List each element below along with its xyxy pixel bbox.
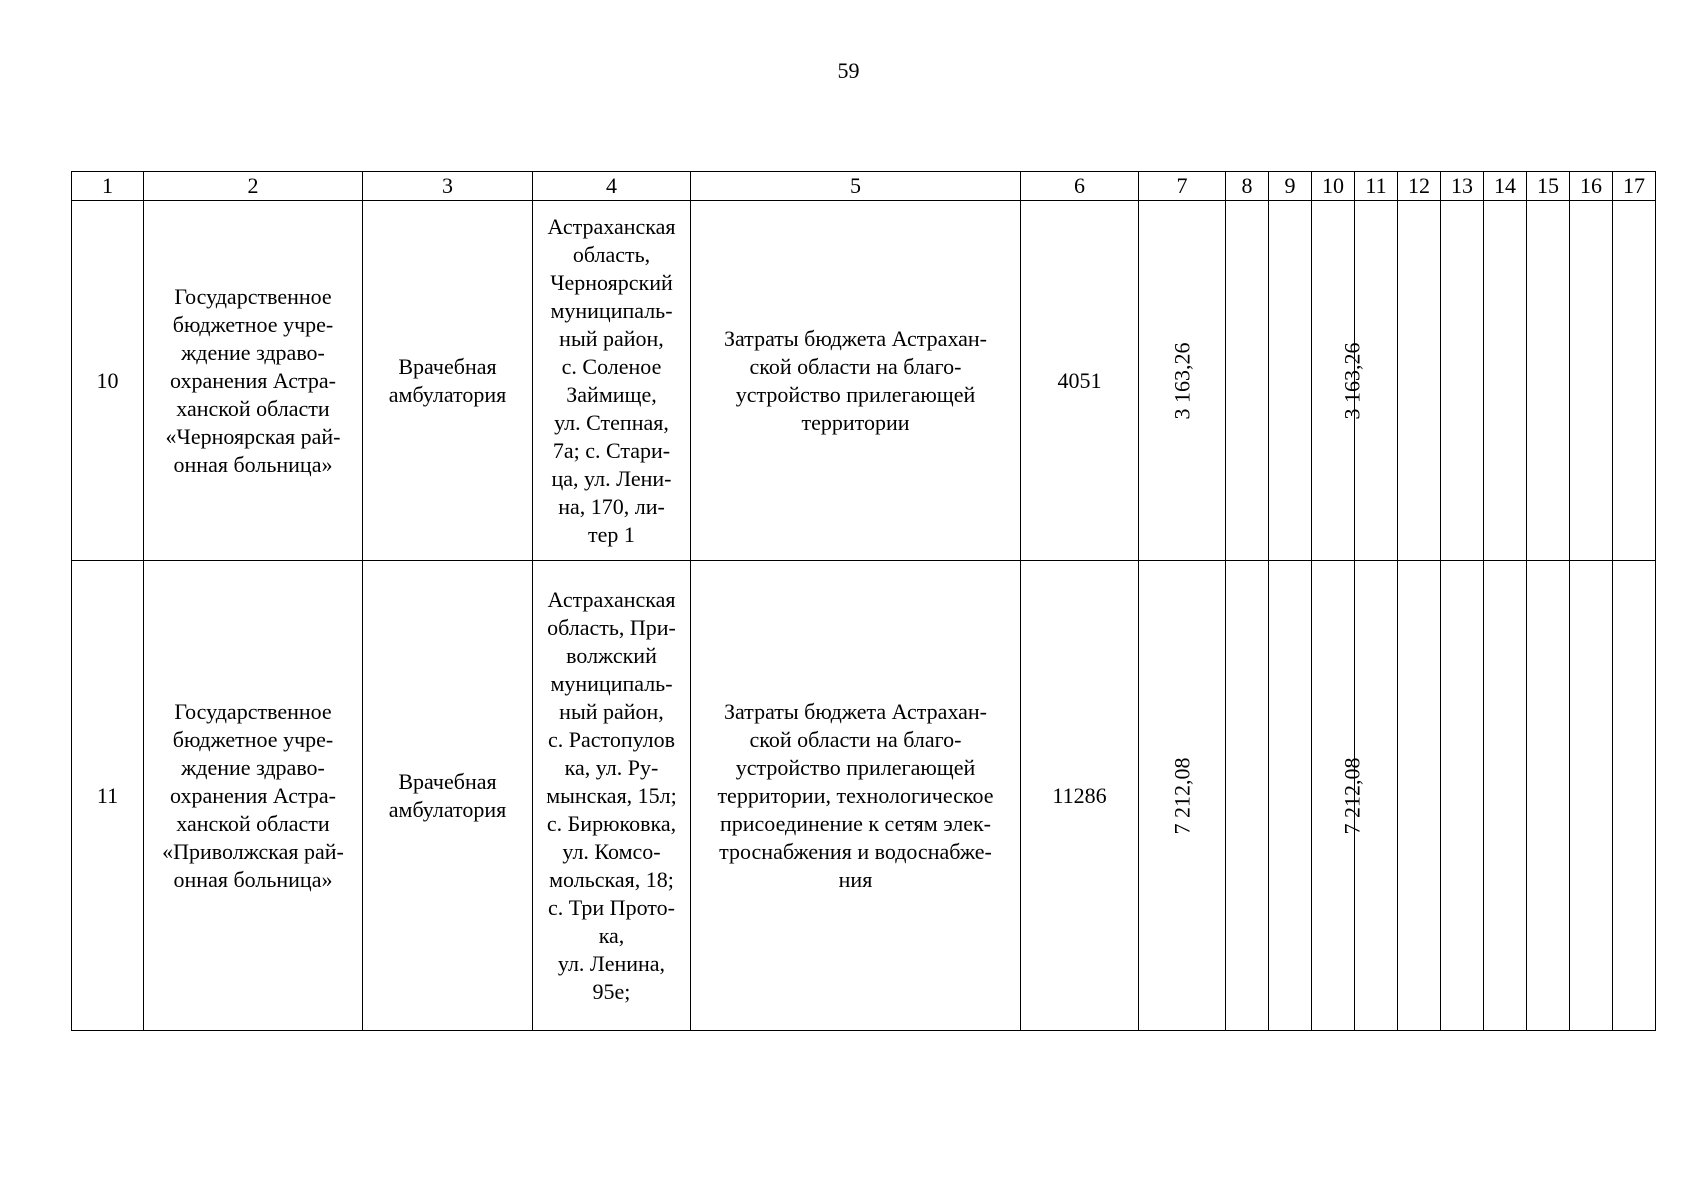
column-7-cell [1139,561,1226,1031]
column-9-cell [1269,561,1312,1031]
table-row [72,561,1656,1031]
address-cell [533,201,691,561]
column-15-cell [1527,561,1570,1031]
column-header: 11 [1355,172,1398,201]
column-7-value: 3 163,26 [1169,342,1194,419]
header-row [72,172,1656,201]
column-6-cell [1021,561,1139,1031]
column-7-value: 7 212,08 [1169,757,1194,834]
column-header: 9 [1269,172,1312,201]
column-6-cell [1021,201,1139,561]
column-7-cell [1139,201,1226,561]
page-number: 59 [837,58,860,83]
column-header: 3 [363,172,533,201]
column-10-cell [1312,561,1365,1031]
column-header: 12 [1398,172,1441,201]
column-12-cell [1398,201,1441,561]
address: Астраханская область, При- волжский муниципаль- ный район, с. Растопулов ка, ул. Ру- мынская, 15л; с. Бирюковка, ул. Комсо- мольская, 18; с. Три Прото- ка, ул. Ленина, 95е; [546,586,677,1004]
column-8-cell [1226,561,1269,1031]
column-14-cell [1484,201,1527,561]
column-17-cell [1613,201,1656,561]
column-17-cell [1613,561,1656,1031]
column-6-value: 11286 [1052,782,1107,808]
address-cell [533,561,691,1031]
facility-type-cell [363,561,533,1031]
column-header: 4 [533,172,691,201]
column-9-cell [1269,201,1312,561]
column-13-cell [1441,561,1484,1031]
column-header: 14 [1484,172,1527,201]
column-header: 2 [144,172,363,201]
column-10-value: 3 163,26 [1339,342,1365,419]
column-6-value: 4051 [1057,367,1102,393]
column-16-cell [1570,561,1613,1031]
institution-cell [144,201,363,561]
column-8-cell [1226,201,1269,561]
column-10-cell [1312,201,1365,561]
column-header: 6 [1021,172,1139,201]
column-header: 15 [1527,172,1570,201]
row-number-cell [72,561,144,1031]
column-header: 1 [72,172,144,201]
table-row [72,201,1656,561]
row-number: 11 [96,782,119,808]
row-number: 10 [96,367,119,393]
row-number-cell [72,201,144,561]
column-header: 13 [1441,172,1484,201]
facility-type: Врачебная амбулатория [388,768,507,822]
facility-type: Врачебная амбулатория [388,353,507,407]
column-header: 5 [691,172,1021,201]
institution-name: Государственное бюджетное учре- ждение здраво- охранения Астра- ханской области «Черноярская рай- онная больница» [165,283,341,477]
expense-description: Затраты бюджета Астрахан- ской области на благо- устройство прилегающей территории [723,325,988,435]
column-header: 8 [1226,172,1269,201]
column-15-cell [1527,201,1570,561]
column-12-cell [1398,561,1441,1031]
data-table [71,171,1656,1031]
expense-description-cell [691,201,1021,561]
column-13-cell [1441,201,1484,561]
expense-description: Затраты бюджета Астрахан- ской области на благо- устройство прилегающей территории, технологическое присоединение к сетям элек- троснабжения и водоснабже- ния [717,698,994,892]
column-header: 10 [1312,172,1355,201]
column-header: 16 [1570,172,1613,201]
column-header: 7 [1139,172,1226,201]
column-14-cell [1484,561,1527,1031]
address: Астраханская область, Черноярский муниципаль- ный район, с. Соленое Займище, ул. Степная, 7а; с. Стари- ца, ул. Лени- на, 170, ли- тер 1 [547,213,676,547]
facility-type-cell [363,201,533,561]
column-10-value: 7 212,08 [1339,757,1365,834]
column-header: 17 [1613,172,1656,201]
expense-description-cell [691,561,1021,1031]
column-16-cell [1570,201,1613,561]
institution-name: Государственное бюджетное учре- ждение здраво- охранения Астра- ханской области «Приволжская рай- онная больница» [162,698,344,892]
institution-cell [144,561,363,1031]
